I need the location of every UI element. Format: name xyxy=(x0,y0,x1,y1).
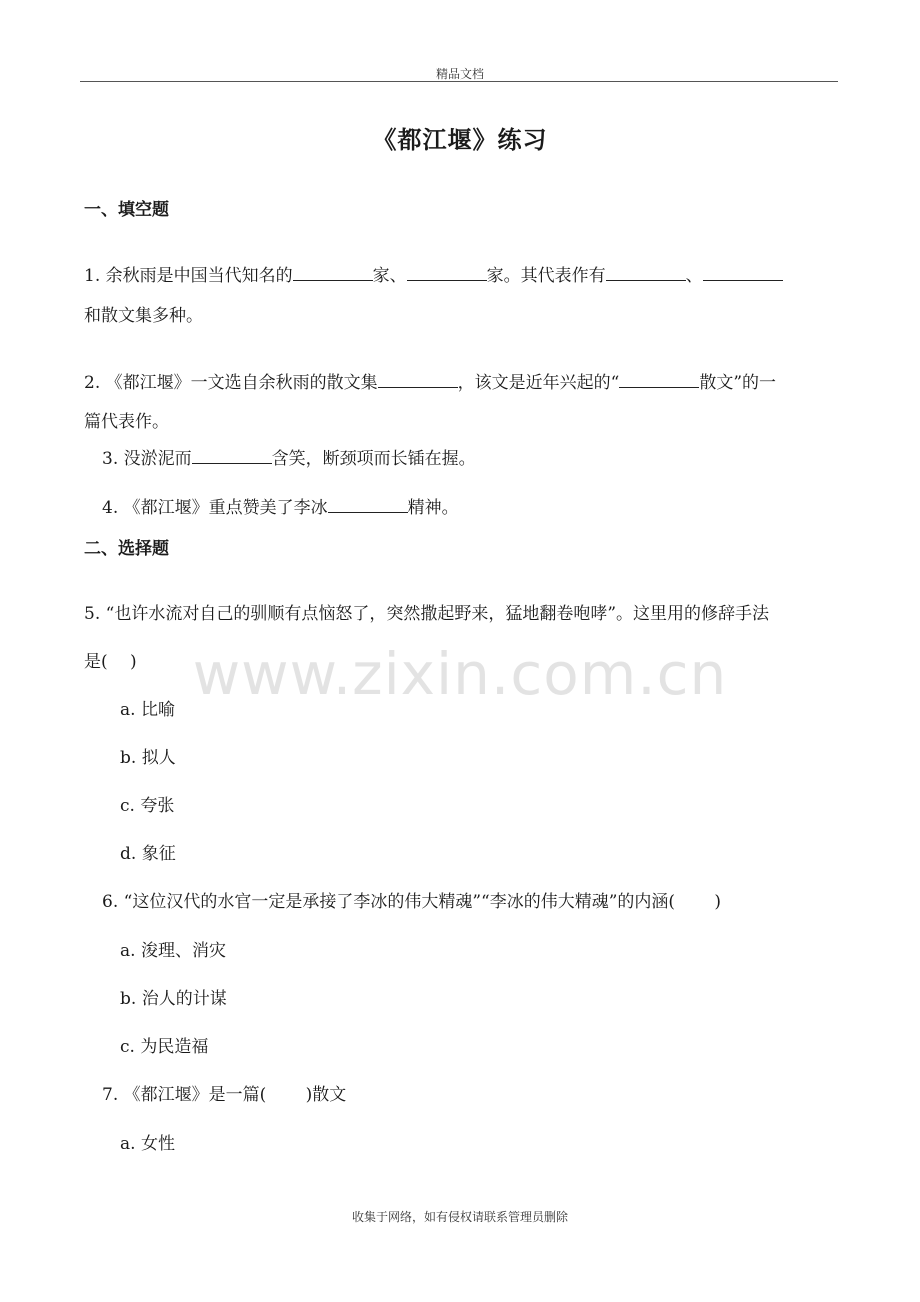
header-rule xyxy=(80,81,838,82)
q5-option-b[interactable]: b. 拟人 xyxy=(120,748,176,768)
question-5-line-1: 5. “也许水流对自己的驯顺有点恼怒了，突然撒起野来，猛地翻卷咆哮”。这里用的修辞手法 xyxy=(84,604,770,624)
q2-blank-2[interactable] xyxy=(619,373,699,388)
q1-blank-2[interactable] xyxy=(407,266,487,281)
question-2-line-1 xyxy=(84,368,776,393)
q2-text-a: 2. 《都江堰》一文选自余秋雨的散文集 xyxy=(84,373,378,393)
page-footer: 收集于网络，如有侵权请联系管理员删除 xyxy=(351,1210,568,1224)
question-3 xyxy=(102,444,476,469)
q6-option-c[interactable]: c. 为民造福 xyxy=(120,1037,209,1057)
section-multiple-choice: 二、选择题 xyxy=(84,539,169,559)
q1-text-d: 、 xyxy=(685,266,703,286)
q2-text-b: ，该文是近年兴起的“ xyxy=(457,373,620,393)
q4-text-a: 4. 《都江堰》重点赞美了李冰 xyxy=(102,498,328,518)
question-4 xyxy=(102,493,459,518)
watermark: www.zixin.com.cn xyxy=(192,640,728,708)
q1-blank-4[interactable] xyxy=(703,266,783,281)
question-5-line-2: 是( ) xyxy=(84,652,137,672)
q4-text-b: 精神。 xyxy=(407,498,459,518)
document-title: 《都江堰》练习 xyxy=(372,126,548,154)
q6-option-a[interactable]: a. 浚理、消灾 xyxy=(120,941,226,961)
q1-text-a: 1. 余秋雨是中国当代知名的 xyxy=(84,266,293,286)
page-header: 精品文档 xyxy=(435,67,484,81)
q5-option-d[interactable]: d. 象征 xyxy=(120,844,176,864)
q2-blank-1[interactable] xyxy=(378,373,458,388)
section-fill-in: 一、填空题 xyxy=(84,200,169,220)
q2-text-c: 散文”的一 xyxy=(699,373,777,393)
question-7: 7. 《都江堰》是一篇( )散文 xyxy=(102,1085,347,1105)
question-1-line-1 xyxy=(84,261,783,286)
q3-text-b: 含笑，断颈项而长锸在握。 xyxy=(271,449,476,469)
q4-blank-1[interactable] xyxy=(328,498,408,513)
q7-option-a[interactable]: a. 女性 xyxy=(120,1134,175,1154)
q1-text-b: 家、 xyxy=(372,266,407,286)
q1-blank-3[interactable] xyxy=(606,266,686,281)
q3-blank-1[interactable] xyxy=(192,449,272,464)
question-2-line-2: 篇代表作。 xyxy=(84,412,169,432)
q6-option-b[interactable]: b. 治人的计谋 xyxy=(120,989,227,1009)
question-1-line-2: 和散文集多种。 xyxy=(84,306,203,326)
q1-blank-1[interactable] xyxy=(293,266,373,281)
q5-option-c[interactable]: c. 夸张 xyxy=(120,796,175,816)
q5-option-a[interactable]: a. 比喻 xyxy=(120,700,175,720)
question-6: 6. “这位汉代的水官一定是承接了李冰的伟大精魂”“李冰的伟大精魂”的内涵( ) xyxy=(102,892,722,912)
q1-text-c: 家。其代表作有 xyxy=(486,266,606,286)
q3-text-a: 3. 没淤泥而 xyxy=(102,449,192,469)
